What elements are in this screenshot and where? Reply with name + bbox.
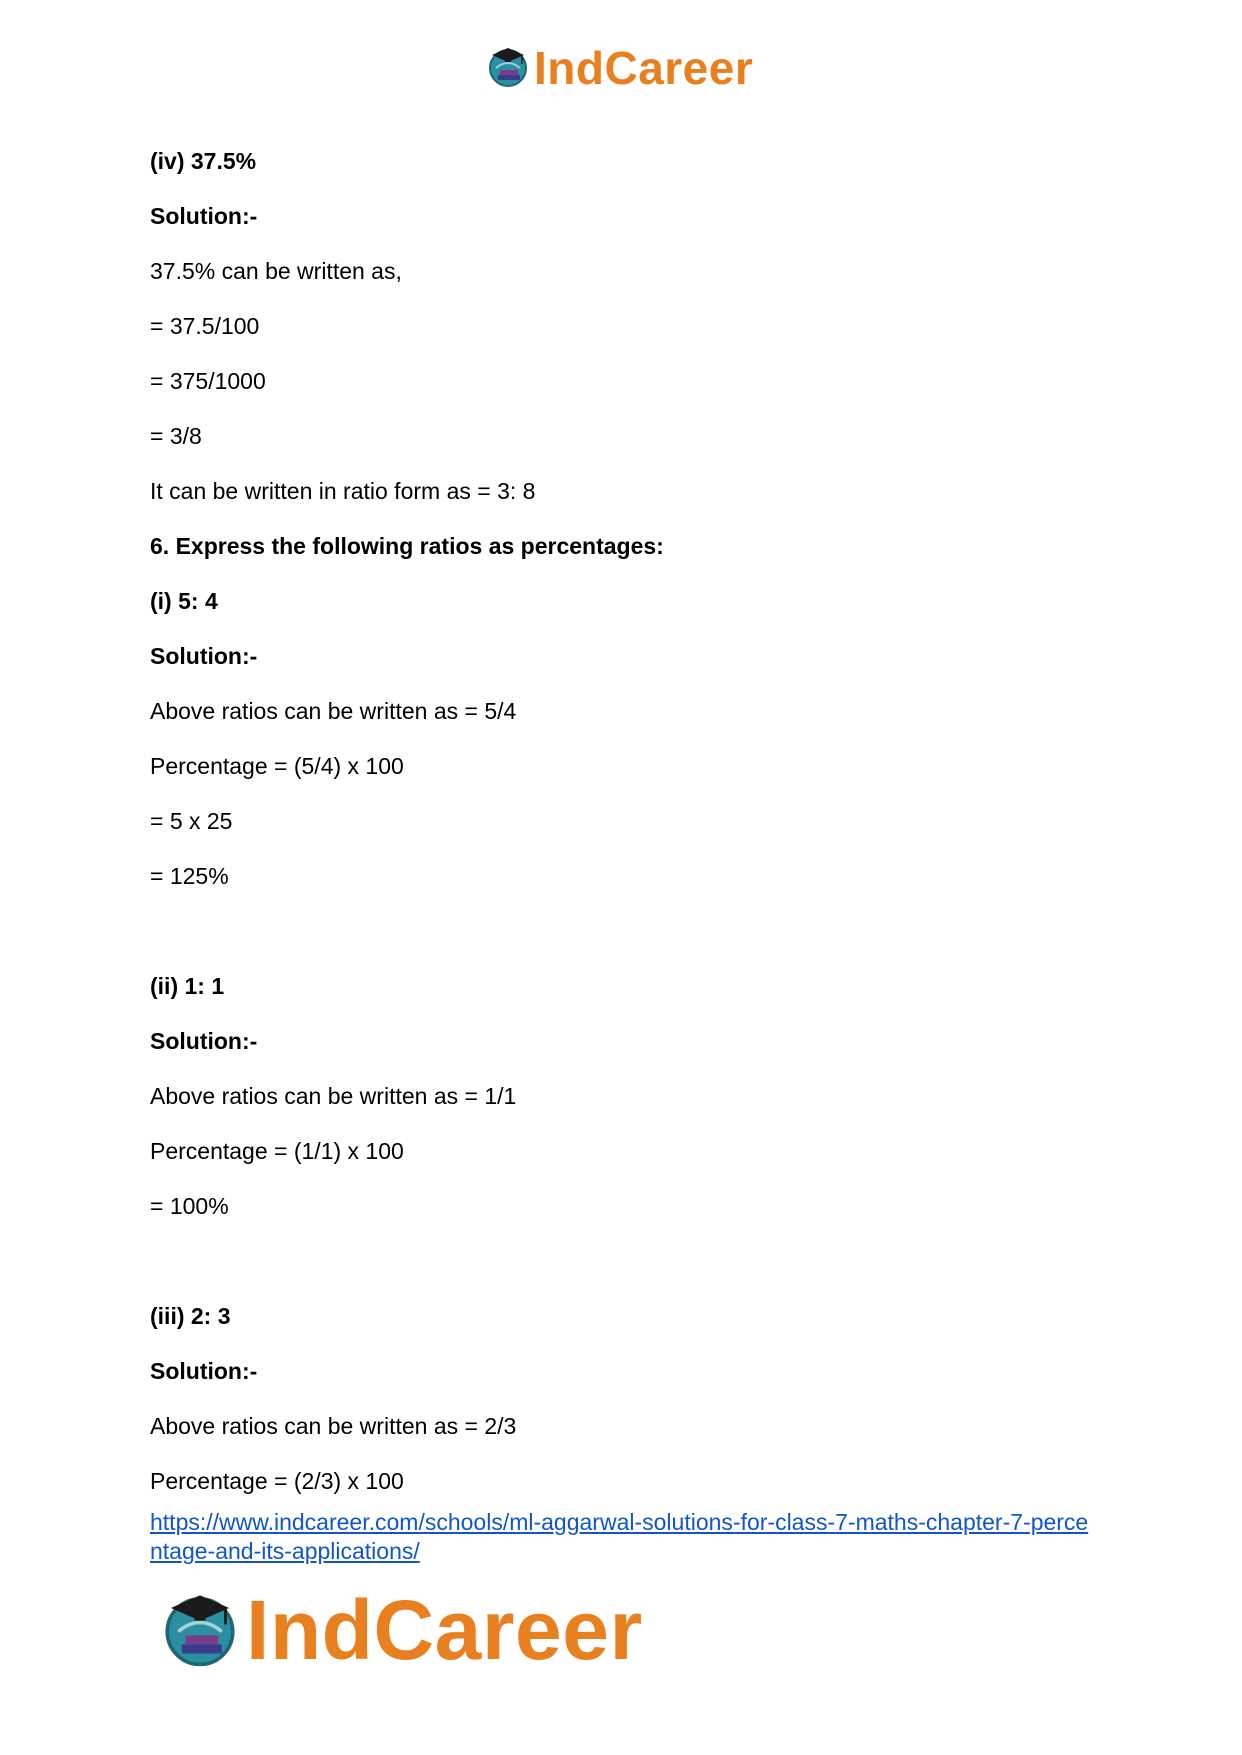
text-line: = 375/1000 bbox=[150, 368, 266, 394]
text-line: = 100% bbox=[150, 1193, 229, 1219]
text-line: Percentage = (5/4) x 100 bbox=[150, 753, 404, 779]
source-link[interactable]: https://www.indcareer.com/schools/ml-aggarwal-solutions-for-class-7-maths-chapter-7-percentage-and-its-applications/ bbox=[150, 1509, 1089, 1564]
heading-line: Solution:- bbox=[150, 1028, 258, 1054]
footer-logo bbox=[160, 1580, 643, 1680]
heading-line: Solution:- bbox=[150, 203, 258, 229]
text-line: Above ratios can be written as = 2/3 bbox=[150, 1413, 517, 1439]
heading-line: 6. Express the following ratios as percentages: bbox=[150, 533, 664, 559]
text-line: It can be written in ratio form as = 3: 8 bbox=[150, 478, 536, 504]
heading-line: Solution:- bbox=[150, 1358, 258, 1384]
heading-line: (iii) 2: 3 bbox=[150, 1303, 231, 1329]
heading-line: (iv) 37.5% bbox=[150, 148, 257, 174]
text-line: Percentage = (2/3) x 100 bbox=[150, 1468, 404, 1494]
text-line: = 37.5/100 bbox=[150, 313, 260, 339]
heading-line: (i) 5: 4 bbox=[150, 588, 218, 614]
text-line: Above ratios can be written as = 1/1 bbox=[150, 1083, 517, 1109]
text-line: 37.5% can be written as, bbox=[150, 258, 402, 284]
logo-emblem-icon bbox=[486, 44, 530, 93]
text-line: = 125% bbox=[150, 863, 229, 889]
text-line: Percentage = (1/1) x 100 bbox=[150, 1138, 404, 1164]
logo-text: IndCareer bbox=[534, 42, 754, 94]
heading-line: Solution:- bbox=[150, 643, 258, 669]
text-line: Above ratios can be written as = 5/4 bbox=[150, 698, 517, 724]
header-logo bbox=[486, 40, 753, 96]
heading-line: (ii) 1: 1 bbox=[150, 973, 225, 999]
text-line: = 5 x 25 bbox=[150, 808, 233, 834]
text-line: = 3/8 bbox=[150, 423, 202, 449]
logo-text: IndCareer bbox=[246, 1583, 643, 1677]
logo-emblem-icon bbox=[160, 1588, 240, 1673]
